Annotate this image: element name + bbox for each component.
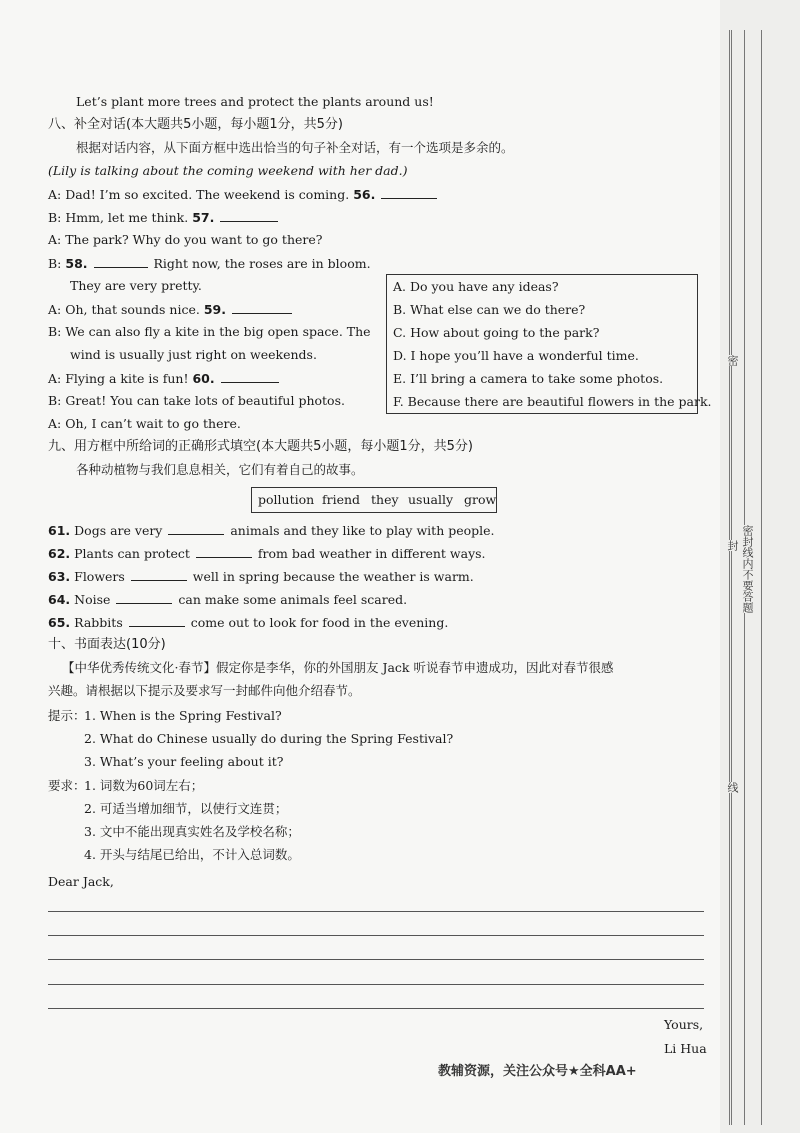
dialogue-line: A: Oh, I can’t wait to go there. bbox=[48, 416, 241, 431]
fill-question: 63. Flowers well in spring because the weather is warm. bbox=[48, 569, 474, 584]
dialogue-line: wind is usually just right on weekends. bbox=[70, 347, 317, 362]
dialogue-line: A: Dad! I’m so excited. The weekend is coming. 56. bbox=[48, 186, 439, 203]
requirement-item: 3. 文中不能出现真实姓名及学校名称； bbox=[84, 824, 300, 839]
word-bank-item: grow bbox=[464, 492, 497, 507]
answer-blank-64[interactable] bbox=[116, 591, 172, 604]
hint-item: 1. When is the Spring Festival? bbox=[84, 708, 282, 723]
question-number: 59. bbox=[203, 302, 226, 317]
watermark-text: 教辅资源，关注公众号★全科AA+ bbox=[438, 1064, 637, 1079]
requirement-item: 1. 词数为60词左右； bbox=[84, 778, 204, 793]
answer-blank-61[interactable] bbox=[168, 522, 224, 535]
writing-line[interactable] bbox=[48, 911, 704, 912]
option-e: E. I’ll bring a camera to take some photos. bbox=[393, 371, 664, 386]
section-8-context: (Lily is talking about the coming weekend with her dad.) bbox=[48, 163, 408, 178]
question-number: 56. bbox=[353, 187, 376, 202]
answer-blank-58[interactable] bbox=[94, 255, 148, 268]
intro-line: Let’s plant more trees and protect the plants around us! bbox=[76, 94, 434, 109]
option-d: D. I hope you’ll have a wonderful time. bbox=[393, 348, 639, 363]
dialogue-line: A: Flying a kite is fun! 60. bbox=[48, 370, 281, 387]
answer-blank-65[interactable] bbox=[129, 614, 185, 627]
dialogue-line: They are very pretty. bbox=[70, 278, 202, 293]
word-bank-item: pollution bbox=[258, 492, 315, 507]
fill-question: 62. Plants can protect from bad weather in different ways. bbox=[48, 546, 486, 561]
word-bank-item: they bbox=[371, 492, 399, 507]
answer-blank-56[interactable] bbox=[381, 186, 437, 199]
word-bank-box bbox=[251, 487, 497, 513]
question-number: 60. bbox=[192, 371, 215, 386]
section-10-heading: 十、书面表达(10分) bbox=[48, 637, 166, 652]
seal-mark-top: 密 bbox=[726, 355, 739, 366]
dialogue-line: B: 58. Right now, the roses are in bloom. bbox=[48, 256, 371, 271]
letter-signature: Li Hua bbox=[664, 1041, 707, 1056]
requirement-item: 4. 开头与结尾已给出，不计入总词数。 bbox=[84, 847, 300, 862]
fill-question: 64. Noise can make some animals feel scared. bbox=[48, 592, 408, 607]
fill-question: 61. Dogs are very animals and they like to play with people. bbox=[48, 523, 495, 538]
dialogue-line: A: The park? Why do you want to go there? bbox=[48, 232, 323, 247]
writing-topic-line-1: 【中华优秀传统文化·春节】假定你是李华，你的外国朋友 Jack 听说春节申遗成功，因此对春节很感 bbox=[62, 660, 614, 675]
section-9-instruction: 各种动植物与我们息息相关，它们有着自己的故事。 bbox=[76, 462, 364, 477]
answer-blank-57[interactable] bbox=[220, 209, 278, 222]
word-bank-item: friend bbox=[322, 492, 361, 507]
option-c: C. How about going to the park? bbox=[393, 325, 600, 340]
fill-question: 65. Rabbits come out to look for food in the evening. bbox=[48, 615, 449, 630]
option-a: A. Do you have any ideas? bbox=[393, 279, 559, 294]
word-bank-item: usually bbox=[408, 492, 454, 507]
question-number: 61. bbox=[48, 523, 71, 538]
writing-line[interactable] bbox=[48, 935, 704, 936]
option-b: B. What else can we do there? bbox=[393, 302, 586, 317]
letter-closing: Yours, bbox=[664, 1017, 704, 1032]
seal-mark-bottom: 线 bbox=[726, 782, 739, 793]
writing-topic-line-2: 兴趣。请根据以下提示及要求写一封邮件向他介绍春节。 bbox=[48, 683, 361, 698]
letter-salutation: Dear Jack, bbox=[48, 874, 114, 889]
binding-strip bbox=[720, 0, 800, 1133]
question-number: 62. bbox=[48, 546, 71, 561]
question-number: 58. bbox=[65, 256, 88, 271]
dialogue-line: B: We can also fly a kite in the big open space. The bbox=[48, 324, 371, 339]
dialogue-line: B: Hmm, let me think. 57. bbox=[48, 209, 280, 226]
section-8-heading: 八、补全对话(本大题共5小题，每小题1分，共5分) bbox=[48, 117, 343, 132]
option-f: F. Because there are beautiful flowers in the park. bbox=[393, 394, 712, 409]
question-number: 63. bbox=[48, 569, 71, 584]
question-number: 65. bbox=[48, 615, 71, 630]
binding-line bbox=[731, 30, 732, 1125]
binding-line bbox=[729, 30, 730, 1125]
hint-item: 2. What do Chinese usually do during the Spring Festival? bbox=[84, 731, 454, 746]
answer-blank-62[interactable] bbox=[196, 545, 252, 558]
question-number: 57. bbox=[192, 210, 215, 225]
binding-line bbox=[761, 30, 762, 1125]
answer-blank-59[interactable] bbox=[232, 301, 292, 314]
requirements-label: 要求： bbox=[48, 778, 86, 793]
seal-mark-mid: 封 bbox=[726, 540, 739, 551]
seal-notice: 密封线内不要答题 bbox=[741, 525, 754, 613]
requirement-item: 2. 可适当增加细节，以使行文连贯； bbox=[84, 801, 288, 816]
hints-label: 提示： bbox=[48, 708, 86, 723]
answer-blank-63[interactable] bbox=[131, 568, 187, 581]
writing-line[interactable] bbox=[48, 984, 704, 985]
writing-line[interactable] bbox=[48, 1008, 704, 1009]
section-8-instruction: 根据对话内容，从下面方框中选出恰当的句子补全对话，有一个选项是多余的。 bbox=[76, 140, 514, 155]
hint-item: 3. What’s your feeling about it? bbox=[84, 754, 284, 769]
section-9-heading: 九、用方框中所给词的正确形式填空(本大题共5小题，每小题1分，共5分) bbox=[48, 439, 473, 454]
options-box bbox=[386, 274, 712, 414]
question-number: 64. bbox=[48, 592, 71, 607]
answer-blank-60[interactable] bbox=[221, 370, 279, 383]
dialogue-line: B: Great! You can take lots of beautiful photos. bbox=[48, 393, 345, 408]
dialogue-line: A: Oh, that sounds nice. 59. bbox=[48, 301, 294, 318]
writing-line[interactable] bbox=[48, 959, 704, 960]
